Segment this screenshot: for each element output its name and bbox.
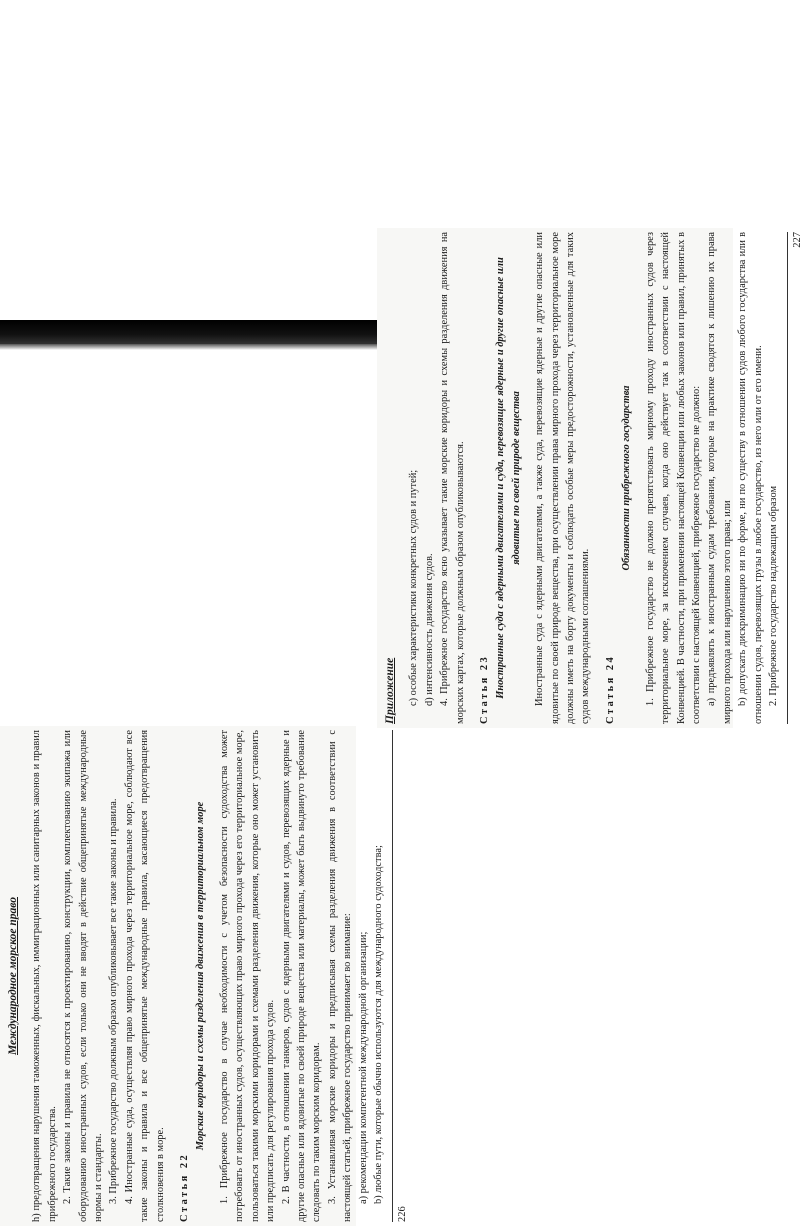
paragraph: 2. В частности, в отношении танкеров, судов с ядерными двигателями и судов, перевозящих ядерные и другие опасные или ядовитые по своей природе вещества или материалы, может быть выдвинуто требование следовать по таким морским коридорам. — [280, 730, 323, 1222]
article-number: Статья 22 — [179, 1152, 191, 1222]
paragraph: а) предъявлять к иностранным судам требования, которые на практике сводятся к лишению их права мирного прохода или нарушению этого права; или — [706, 232, 733, 724]
article-title: Иностранные суда с ядерными двигателями и суда, перевозящие ядерные и другие опасные или ядовитые по своей природе вещества — [495, 257, 522, 699]
article-title: Обязанности прибрежного государства — [621, 385, 633, 571]
paragraph: с) особые характеристики конкретных судов и путей; — [408, 469, 420, 706]
page-226 — [0, 726, 409, 1226]
page-number: 226 — [397, 1206, 409, 1222]
paragraph: h) предотвращения нарушения таможенных, фискальных, иммиграционных или санитарных законов и правил прибрежного государства. — [31, 730, 58, 1222]
paragraph: а) рекомендации компетентной международной организации; — [357, 931, 369, 1204]
page-227 — [377, 228, 804, 728]
article-title: Морские коридоры и схемы разделения движения в территориальном море — [195, 801, 207, 1151]
footer-rule — [787, 232, 788, 724]
paragraph: 3. Прибрежное государство должным образом опубликовывает все такие законы и правила. — [108, 798, 120, 1204]
paragraph: 1. Прибрежное государство в случае необходимости с учетом безопасности судоходства может потребовать от иностранных судов, осуществляющих право мирного прохода через его территориальное море, пользоваться такими морскими коридорами и схемами разделения движения, которые оно может установить или предписать для регулирования прохода судов. — [218, 730, 277, 1222]
page-number: 227 — [792, 232, 804, 248]
paragraph: 1. Прибрежное государство не должно препятствовать мирному проходу иностранных судов через территориальное море, за исключением случаев, когда оно действует так в соответствии с настоящей Конвенцией. В частности, при применении настоящей Конвенции или любых законов или правил, принятых в соответствии с настоящей Конвенцией, прибрежное государство не должно: — [644, 232, 702, 724]
article-number: Статья 23 — [479, 654, 491, 724]
paragraph: 4. Прибрежное государство ясно указывает такие морские коридоры и схемы разделения движения на морских картах, которые должным образом опубликовываются. — [439, 232, 466, 724]
footer-rule — [392, 730, 393, 1222]
paragraph: 3. Устанавливая морские коридоры и предписывая схемы разделения движения в соответствии с настоящей статьей, прибрежное государство принимает во внимание: — [326, 730, 354, 1222]
paragraph: b) любые пути, которые обычно используются для международного судоходства; — [372, 845, 384, 1204]
paragraph: Иностранные суда с ядерными двигателями, а также суда, перевозящие ядерные и другие опасные или ядовитые по своей природе вещества, при осуществлении права мирного прохода через территориальное море должны иметь на борту документы и соблюдать особые меры предосторожности, установленные для таких судов международными соглашениями. — [534, 232, 592, 724]
paragraph: d) интенсивность движения судов. — [423, 553, 435, 706]
running-head: Приложение — [384, 657, 396, 724]
paragraph: 4. Иностранные суда, осуществляя право мирного прохода через территориальное море, соблюдают все такие законы и правила и все общепринятые международные правила, касающиеся предотвращения столкновения в море. — [123, 730, 166, 1222]
paragraph: 2. Такие законы и правила не относятся к проектированию, конструкции, комплектованию экипажа или оборудованию иностранных судов, если только они не вводят в действие общепринятые международные нормы и стандарты. — [62, 730, 105, 1222]
running-head: Международное морское право — [7, 896, 19, 1056]
article-number: Статья 24 — [604, 654, 616, 724]
paragraph: 2. Прибрежное государство надлежащим образом — [767, 485, 779, 706]
paragraph: b) допускать дискриминацию ни по форме, ни по существу в отношении судов любого государства или в отношении судов, перевозящих грузы в любое государство, из него или от его имени. — [737, 232, 764, 724]
